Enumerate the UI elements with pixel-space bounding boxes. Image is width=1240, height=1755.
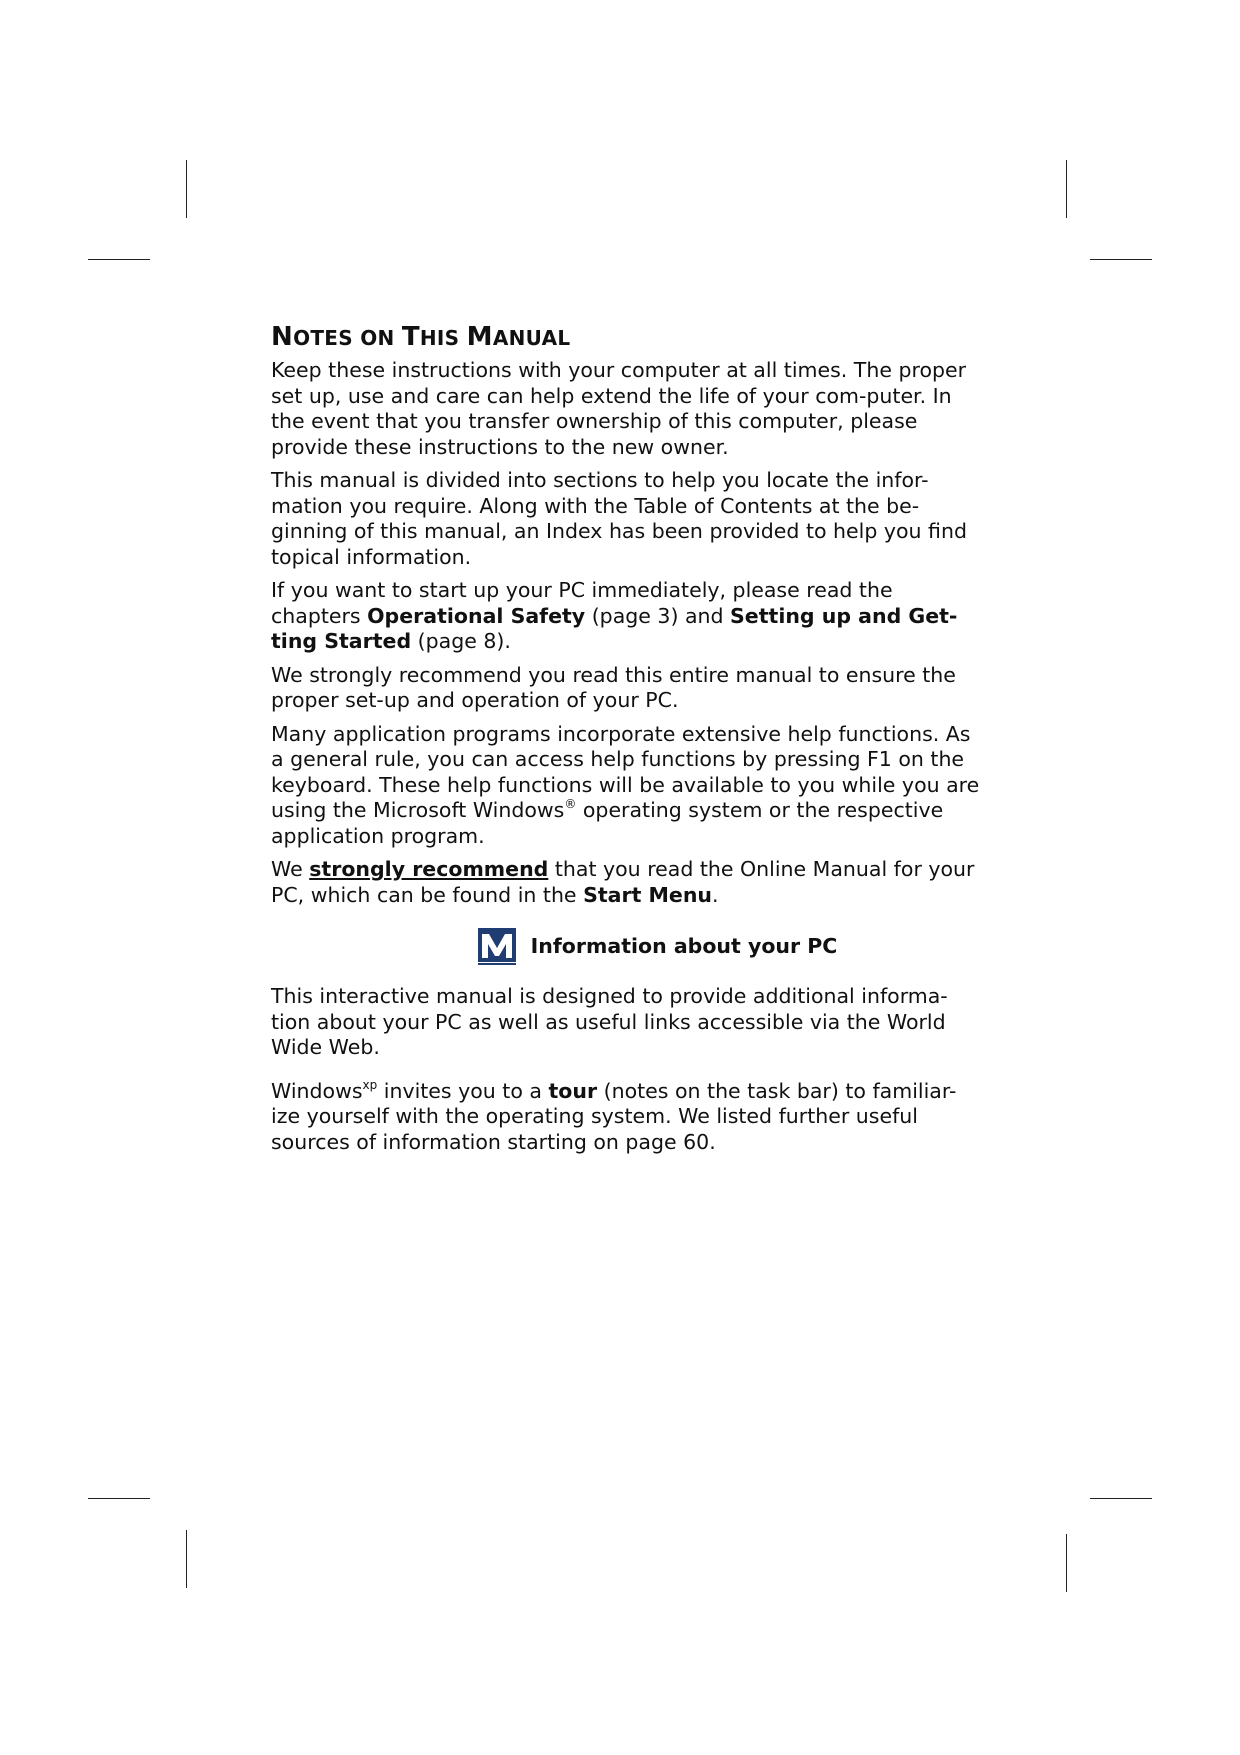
crop-mark-top-left-horizontal [88,259,150,260]
info-about-pc-label: Information about your PC [530,934,838,958]
paragraph-recommend-read: We strongly recommend you read this entire manual to ensure the proper set-up and operation of your PC. [271,662,956,712]
crop-mark-bottom-left-vertical [186,1530,187,1588]
page-title: NOTES ON THIS MANUAL [271,322,571,352]
paragraph-windows-tour: Windows$^{xp}$ invites you to a tour (notes on the task bar) to familiar-ize yourself with the operating system. We listed further useful sources of information starting on page 60. [271,1077,957,1154]
page-content [271,322,983,1163]
crop-mark-bottom-right-horizontal [1090,1498,1152,1499]
paragraph-interactive-manual: This interactive manual is designed to provide additional informa-tion about your PC as well as useful links accessible via the World Wide Web. [271,984,948,1059]
paragraph-help-functions: Many application programs incorporate extensive help functions. As a general rule, you can access help functions by pressing F1 on the keyboard. These help functions will be available to you while you are using the Microsoft Windows® operating system or the respective application program. [271,721,980,848]
paragraph-keep-instructions: Keep these instructions with your computer at all times. The proper set up, use and care can help extend the life of your com-puter. In the event that you transfer ownership of this computer, please provide these instructions to the new owner. [271,358,967,459]
paragraph-start-up: If you want to start up your PC immediately, please read the chapters Operational Safety (page 3) and Setting up and Get-ting Started (page 8). [271,578,958,653]
medion-logo-icon [477,926,517,966]
crop-mark-top-left-vertical [186,160,187,218]
crop-mark-top-right-vertical [1066,160,1067,218]
paragraph-manual-sections: This manual is divided into sections to help you locate the infor-mation you require. Along with the Table of Contents at the be-ginning of this manual, an Index has been provided to help you find topical information. [271,468,967,569]
crop-mark-top-right-horizontal [1090,259,1152,260]
crop-mark-bottom-left-horizontal [88,1498,150,1499]
info-shortcut[interactable] [271,926,983,966]
paragraph-online-manual: We strongly recommend that you read the Online Manual for your PC, which can be found in the Start Menu. [271,857,975,907]
crop-mark-bottom-right-vertical [1066,1534,1067,1592]
